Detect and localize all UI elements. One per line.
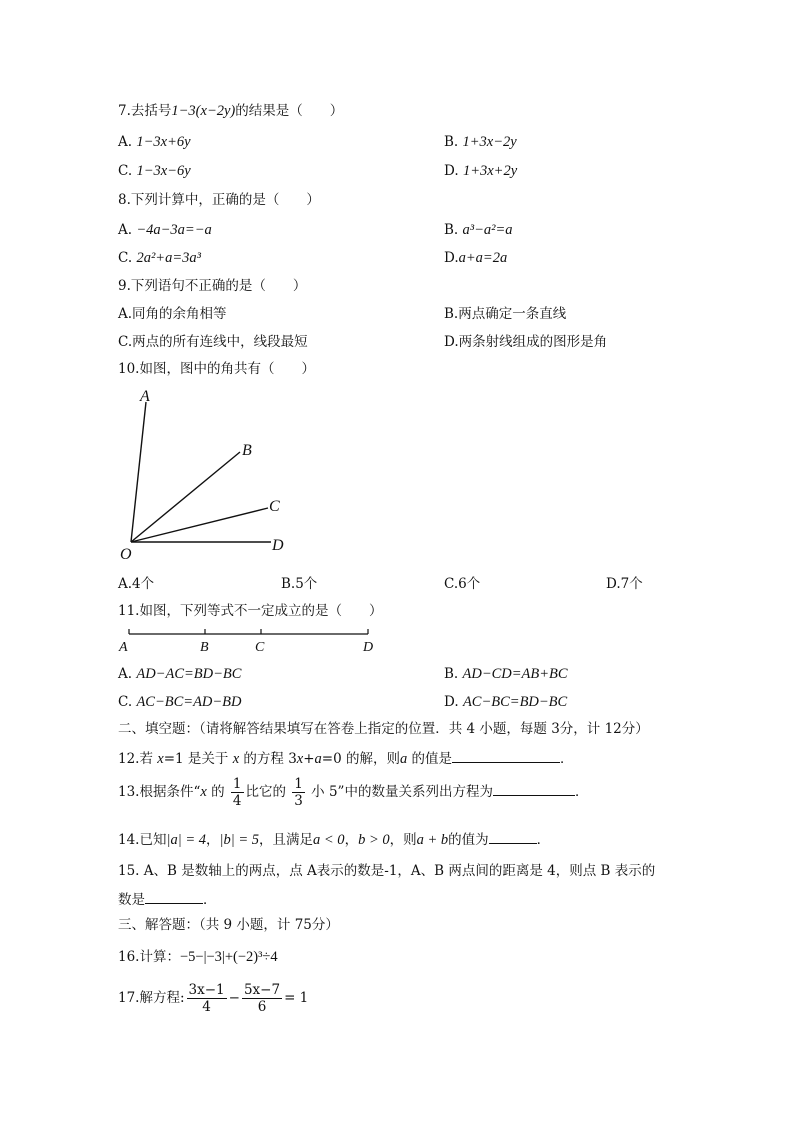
q8-option-d[interactable]: D.a+a=2a — [444, 250, 508, 266]
q9-option-b[interactable]: B.两点确定一条直线 — [444, 306, 567, 322]
question-9-stem: 9.下列语句不正确的是（ ） — [118, 278, 307, 294]
q7-expression: 1−3(x−2y) — [171, 103, 236, 119]
seg-label-b: B — [200, 640, 209, 655]
question-15-line-1: 15. A、B 是数轴上的两点，点 A表示的数是-1，A、B 两点间的距离是 4，则点 B 表示的 — [118, 863, 656, 879]
label-d: D — [272, 537, 284, 554]
label-c: C — [269, 498, 280, 515]
question-10-stem: 10.如图，图中的角共有（ ） — [118, 361, 315, 377]
seg-label-c: C — [255, 640, 265, 655]
question-14: 14.已知|a| = 4，|b| = 5，且满足a < 0，b > 0，则a + b的值为 ． — [118, 829, 550, 849]
seg-label-a: A — [119, 640, 128, 655]
label-o: O — [120, 546, 132, 562]
fraction-one-quarter: $\frac{1}{4}$ — [232, 776, 242, 809]
q8-option-c[interactable]: C. 2a²+a=3a³ — [118, 250, 201, 266]
question-11-stem: 11.如图，下列等式不一定成立的是（ ） — [118, 603, 383, 619]
fraction-one-third: $\frac{1}{3}$ — [294, 776, 303, 809]
q10-option-b[interactable]: B.5个 — [281, 576, 318, 592]
question-8-stem: 8.下列计算中，正确的是（ ） — [118, 192, 320, 208]
seg-label-d: D — [363, 640, 374, 655]
q10-option-a[interactable]: A.4个 — [118, 576, 155, 592]
question-16: 16.计算：−5−|−3|+(−2)³÷4 — [118, 949, 278, 965]
q11-option-b[interactable]: B. AD−CD=AB+BC — [444, 666, 568, 682]
q14-answer-blank[interactable] — [489, 829, 537, 844]
q9-option-c[interactable]: C.两点的所有连线中，线段最短 — [118, 334, 308, 350]
q7-option-b[interactable]: B. 1+3x−2y — [444, 134, 517, 150]
ray-oa — [131, 402, 146, 542]
q11-option-c[interactable]: C. AC−BC=AD−BD — [118, 694, 242, 710]
section-2-heading: 二、填空题：（请将解答结果填写在答卷上指定的位置．共 4 小题，每题 3分，计 12分） — [118, 721, 649, 737]
q9-option-d[interactable]: D.两条射线组成的图形是角 — [444, 334, 608, 350]
q17-fraction-left: $\frac{3x-1}{4}$ — [188, 982, 225, 1015]
q10-angle-figure — [110, 382, 310, 562]
section-3-heading: 三、解答题：（共 9 小题，计 75分） — [118, 917, 339, 933]
question-7-stem: 7.去括号1−3(x−2y)的结果是（ ） — [118, 103, 344, 119]
question-15-line-2: 数是 ． — [118, 889, 217, 909]
question-17: 17.解方程: $\frac{3x-1}{4}$ − $\frac{5x-7}{6}$ = 1 — [118, 982, 309, 1015]
label-a: A — [140, 388, 150, 405]
q8-option-a[interactable]: A. −4a−3a=−a — [118, 222, 212, 238]
q17-fraction-right: $\frac{5x-7}{6}$ — [243, 982, 281, 1015]
q8-option-b[interactable]: B. a³−a²=a — [444, 222, 513, 238]
question-13: 13.根据条件“x 的 $\frac{1}{4}$ 比它的 $\frac{1}{3}$ 小 5”中的数量关系列出方程为 ． — [118, 776, 589, 809]
q11-option-a[interactable]: A. AD−AC=BD−BC — [118, 666, 242, 682]
q7-option-a[interactable]: A. 1−3x+6y — [118, 134, 191, 150]
q13-answer-blank[interactable] — [493, 781, 575, 796]
q10-option-d[interactable]: D.7个 — [606, 576, 643, 592]
q15-answer-blank[interactable] — [145, 889, 203, 904]
q12-answer-blank[interactable] — [452, 748, 560, 763]
q11-segment-figure — [114, 624, 384, 658]
q7-option-d[interactable]: D. 1+3x+2y — [444, 163, 518, 179]
q9-option-a[interactable]: A.同角的余角相等 — [118, 306, 227, 322]
question-12: 12.若 x=1 是关于 x 的方程 3x+a=0 的解，则a 的值是 ． — [118, 748, 574, 768]
q16-expression: −5−|−3|+(−2)³÷4 — [179, 949, 278, 965]
label-b: B — [242, 442, 252, 459]
q10-option-c[interactable]: C.6个 — [444, 576, 481, 592]
q11-option-d[interactable]: D. AC−BC=BD−BC — [444, 694, 568, 710]
q7-option-c[interactable]: C. 1−3x−6y — [118, 163, 191, 179]
